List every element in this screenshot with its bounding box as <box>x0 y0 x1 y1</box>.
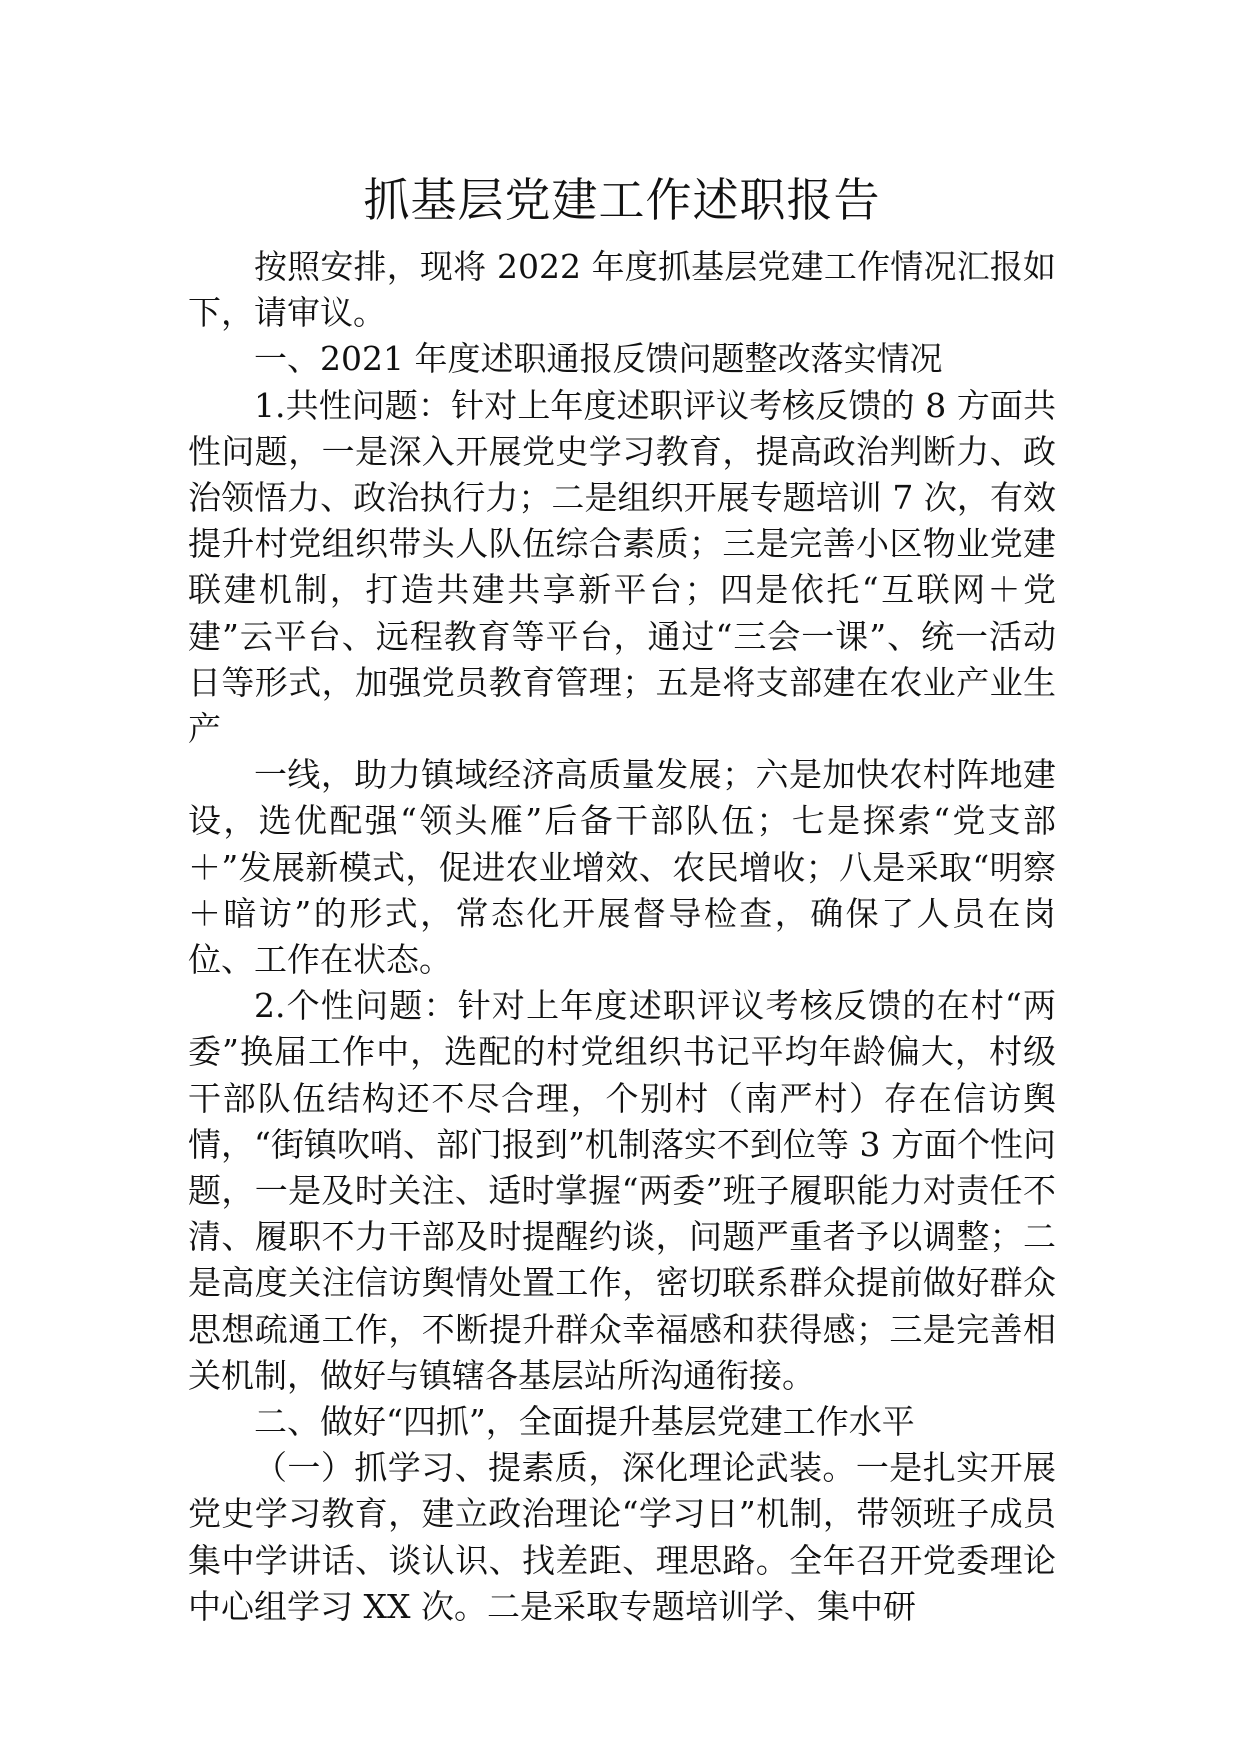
individual-issues-paragraph: 2.个性问题：针对上年度述职评议考核反馈的在村“两委”换届工作中，选配的村党组织书记平均年龄偏大，村级干部队伍结构还不尽合理，个别村（南严村）存在信访舆情，“街镇吹哨、部门报到”机制落实不到位等 3 方面个性问题，一是及时关注、适时掌握“两委”班子履职能力对责任不清、履职不力干部及时提醒约谈，问题严重者予以调整；二是高度关注信访舆情处置工作，密切联系群众提前做好群众思想疏通工作，不断提升群众幸福感和获得感；三是完善相关机制，做好与镇辖各基层站所沟通衔接。 <box>188 986 1056 1395</box>
document-page <box>188 168 1056 1630</box>
study-paragraph: （一）抓学习、提素质，深化理论武装。一是扎实开展党史学习教育，建立政治理论“学习日”机制，带领班子成员集中学讲话、谈认识、找差距、理思路。全年召开党委理论中心组学习 XX 次。二是采取专题培训学、集中研 <box>188 1448 1056 1626</box>
common-issues-continued-paragraph: 一线，助力镇域经济高质量发展；六是加快农村阵地建设，选优配强“领头雁”后备干部队伍；七是探索“党支部＋”发展新模式，促进农业增效、农民增收；八是采取“明察＋暗访”的形式，常态化开展督导检查，确保了人员在岗位、工作在状态。 <box>188 755 1056 980</box>
section-heading-1: 一、2021 年度述职通报反馈问题整改落实情况 <box>254 339 943 379</box>
common-issues-paragraph: 1.共性问题：针对上年度述职评议考核反馈的 8 方面共性问题，一是深入开展党史学习教育，提高政治判断力、政治领悟力、政治执行力；二是组织开展专题培训 7 次，有效提升村党组织带头人队伍综合素质；三是完善小区物业党建联建机制，打造共建共享新平台；四是依托“互联网＋党建”云平台、远程教育等平台，通过“三会一课”、统一活动日等形式，加强党员教育管理；五是将支部建在农业产业生产 <box>188 385 1056 749</box>
intro-paragraph: 按照安排，现将 2022 年度抓基层党建工作情况汇报如下，请审议。 <box>188 247 1056 333</box>
section-heading-2: 二、做好“四抓”，全面提升基层党建工作水平 <box>254 1402 915 1442</box>
document-title: 抓基层党建工作述职报告 <box>363 173 881 227</box>
